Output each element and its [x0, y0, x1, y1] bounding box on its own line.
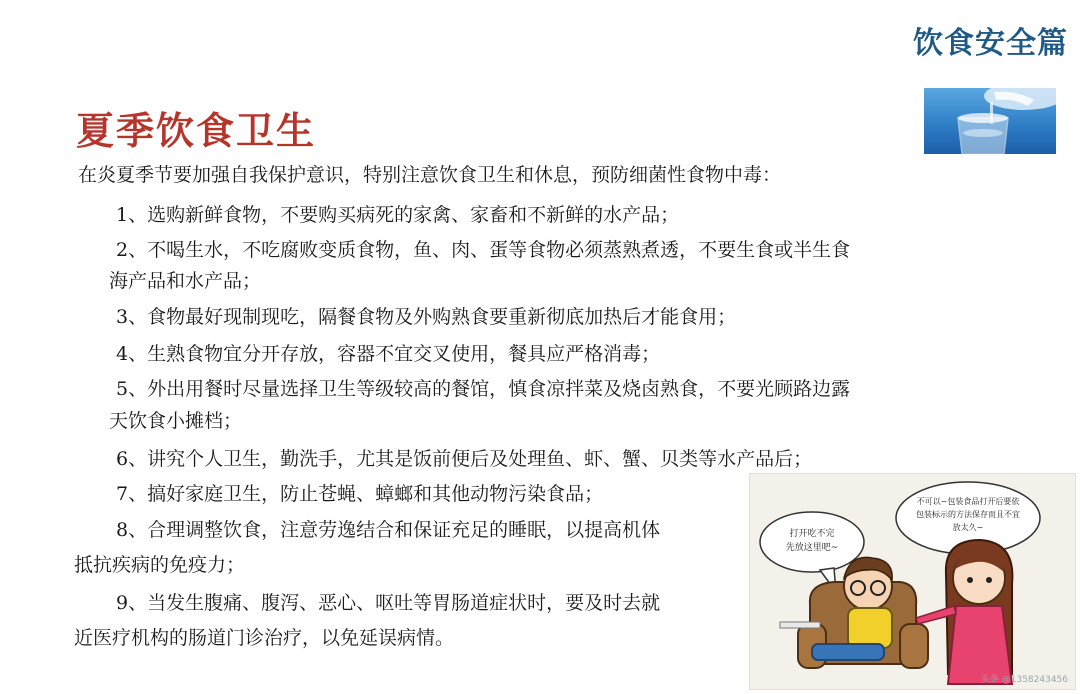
list-item: 8、合理调整饮食，注意劳逸结合和保证充足的睡眠，以提高机体 — [116, 519, 661, 541]
intro-text: 在炎夏季节要加强自我保护意识，特别注意饮食卫生和休息，预防细菌性食物中毒： — [78, 164, 782, 186]
svg-text:放太久~: 放太久~ — [952, 523, 984, 532]
water-glass-photo — [924, 88, 1056, 154]
svg-text:头条 @1358243456: 头条 @1358243456 — [980, 675, 1068, 685]
list-item: 9、当发生腹痛、腹泻、恶心、呕吐等胃肠道症状时，要及时去就 — [116, 592, 661, 614]
list-item: 7、搞好家庭卫生，防止苍蝇、蟑螂和其他动物污染食品； — [116, 483, 604, 505]
section-tag: 饮食安全篇 — [913, 26, 1068, 61]
list-item: 6、讲究个人卫生，勤洗手，尤其是饭前便后及处理鱼、虾、蟹、贝类等水产品后； — [116, 448, 813, 470]
svg-text:包装标示的方法保存而且不宜: 包装标示的方法保存而且不宜 — [916, 510, 1020, 519]
list-item-continuation: 天饮食小摊档； — [109, 410, 243, 432]
list-item: 1、选购新鲜食物，不要购买病死的家禽、家畜和不新鲜的水产品； — [116, 204, 680, 226]
list-item-continuation: 海产品和水产品； — [109, 270, 262, 292]
list-item-continuation: 近医疗机构的肠道门诊治疗，以免延误病情。 — [74, 627, 455, 649]
list-item: 5、外出用餐时尽量选择卫生等级较高的餐馆，慎食凉拌菜及烧卤熟食，不要光顾路边露 — [116, 378, 851, 400]
list-item: 4、生熟食物宜分开存放，容器不宜交叉使用，餐具应严格消毒； — [116, 343, 661, 365]
list-item: 3、食物最好现制现吃，隔餐食物及外购熟食要重新彻底加热后才能食用； — [116, 306, 737, 328]
svg-text:打开吃不完: 打开吃不完 — [789, 529, 835, 539]
food-safety-cartoon — [749, 473, 1076, 690]
svg-text:先放这里吧~: 先放这里吧~ — [785, 543, 839, 553]
list-item: 2、不喝生水，不吃腐败变质食物，鱼、肉、蛋等食物必须蒸熟煮透，不要生食或半生食 — [116, 239, 851, 261]
page-title: 夏季饮食卫生 — [76, 109, 317, 153]
list-item-continuation: 抵抗疾病的免疫力； — [74, 554, 246, 576]
svg-text:不可以~包装食品打开后要依: 不可以~包装食品打开后要依 — [916, 497, 1020, 506]
